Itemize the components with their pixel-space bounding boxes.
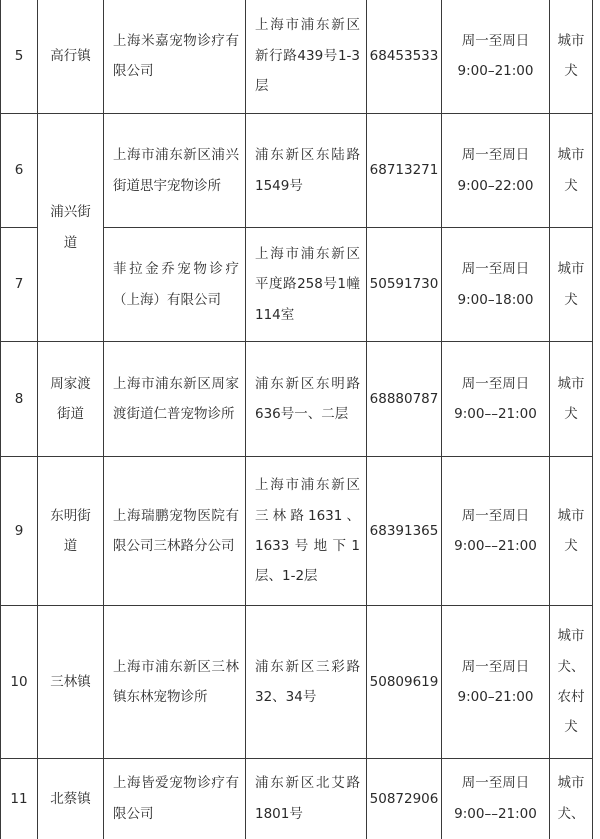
table-row [1,0,593,114]
hours-time: 9:00––21:00 [454,538,537,554]
street-cell: 三林镇 [38,606,104,759]
hours-time: 9:00––21:00 [454,406,537,422]
phone-cell: 68391365 [367,457,442,606]
table-row [1,114,593,228]
hours-days: 周一至周日 [461,507,530,524]
clinic-name-cell: 上海市浦东新区浦兴街道思宇宠物诊所 [104,114,246,228]
hours-days: 周一至周日 [461,147,530,164]
address-cell: 浦东新区北艾路1801号 [246,759,367,839]
table-row [1,759,593,839]
phone-cell: 50809619 [367,606,442,759]
animal-type-cell: 城市犬 [550,0,593,114]
street-cell: 周家渡街道 [38,342,104,457]
phone-cell: 68713271 [367,114,442,228]
address-cell: 上海市浦东新区三林路1631、1633号地下1层、1-2层 [246,457,367,606]
hours-days: 周一至周日 [461,775,530,792]
street-cell: 高行镇 [38,0,104,114]
hours-cell [442,759,550,839]
street-cell: 北蔡镇 [38,759,104,839]
address-cell: 浦东新区三彩路32、34号 [246,606,367,759]
clinic-name-cell: 菲拉金乔宠物诊疗（上海）有限公司 [104,228,246,342]
table-row [1,606,593,759]
row-number: 9 [1,457,38,606]
street-cell: 东明街道 [38,457,104,606]
address-cell: 浦东新区东陆路1549号 [246,114,367,228]
animal-type-cell: 城市犬 [550,342,593,457]
hours-days: 周一至周日 [461,658,530,675]
hours-cell [442,606,550,759]
hours-cell [442,228,550,342]
phone-cell: 68880787 [367,342,442,457]
clinic-name-cell: 上海米嘉宠物诊疗有限公司 [104,0,246,114]
hours-cell [442,0,550,114]
row-number: 11 [1,759,38,839]
table-row [1,457,593,606]
row-number: 7 [1,228,38,342]
address-cell: 上海市浦东新区平度路258号1幢114室 [246,228,367,342]
hours-days: 周一至周日 [461,32,530,49]
animal-type-cell: 城市犬 [550,228,593,342]
clinic-name-cell: 上海瑞鹏宠物医院有限公司三林路分公司 [104,457,246,606]
phone-cell: 68453533 [367,0,442,114]
hours-time: 9:00–22:00 [457,177,534,194]
animal-type-cell: 城市犬、 [550,759,593,839]
address-cell: 上海市浦东新区新行路439号1-3层 [246,0,367,114]
hours-time: 9:00–18:00 [457,291,534,308]
animal-type-cell: 城市犬、农村犬 [550,606,593,759]
address-cell: 浦东新区东明路636号一、二层 [246,342,367,457]
hours-cell [442,457,550,606]
row-number: 5 [1,0,38,114]
hours-cell [442,342,550,457]
table-row [1,342,593,457]
phone-cell: 50591730 [367,228,442,342]
hours-days: 周一至周日 [461,261,530,278]
phone-cell: 50872906 [367,759,442,839]
clinic-name-cell: 上海市浦东新区周家渡街道仁普宠物诊所 [104,342,246,457]
hours-time: 9:00–21:00 [457,689,534,705]
clinic-name-cell: 上海皆爱宠物诊疗有限公司 [104,759,246,839]
animal-type-cell: 城市犬 [550,114,593,228]
hours-cell [442,114,550,228]
hours-time: 9:00–21:00 [457,63,534,79]
hours-time: 9:00––21:00 [454,805,537,822]
clinic-name-cell: 上海市浦东新区三林镇东林宠物诊所 [104,606,246,759]
animal-type-cell: 城市犬 [550,457,593,606]
street-cell: 浦兴街道 [38,114,104,342]
row-number: 8 [1,342,38,457]
hours-days: 周一至周日 [461,375,530,392]
row-number: 6 [1,114,38,228]
row-number: 10 [1,606,38,759]
